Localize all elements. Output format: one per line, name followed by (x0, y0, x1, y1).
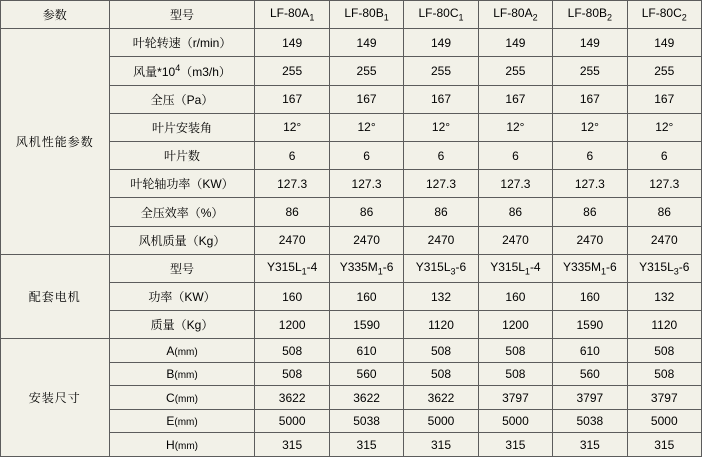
cell-value: 1590 (553, 311, 627, 339)
row-label: 型号 (109, 254, 255, 282)
cell-value: 560 (329, 362, 403, 386)
cell-value: 6 (553, 142, 627, 170)
value-subscript: 1 (601, 266, 607, 277)
cell-value: 255 (627, 57, 701, 85)
cell-value: 149 (404, 29, 478, 57)
cell-value: 132 (404, 283, 478, 311)
cell-value: 160 (329, 283, 403, 311)
cell-value: 1200 (478, 311, 552, 339)
cell-value: 255 (553, 57, 627, 85)
cell-value: 149 (627, 29, 701, 57)
cell-value: 167 (627, 85, 701, 113)
table-row (1, 29, 702, 57)
cell-value: 2470 (404, 226, 478, 254)
cell-value: 160 (553, 283, 627, 311)
row-label: 风量$*10^4(m3/h)$ (109, 57, 255, 85)
cell-value: 3622 (255, 386, 329, 410)
cell-value: 610 (553, 339, 627, 363)
cell-value: 12° (553, 113, 627, 141)
cell-value: 12° (478, 113, 552, 141)
cell-value: 1120 (627, 311, 701, 339)
cell-value: 6 (404, 142, 478, 170)
cell-value: $Y315L_3-6$ (627, 254, 701, 282)
model-subscript: 1 (458, 12, 464, 23)
cell-value: 86 (553, 198, 627, 226)
cell-value: 12° (255, 113, 329, 141)
cell-value: 315 (255, 433, 329, 457)
cell-value: 167 (255, 85, 329, 113)
cell-value: 1590 (329, 311, 403, 339)
model-subscript: 1 (309, 12, 315, 23)
row-label: A(mm) (109, 339, 255, 363)
row-label: 质量（Kg） (109, 311, 255, 339)
cell-value: 12° (627, 113, 701, 141)
row-label: H(mm) (109, 433, 255, 457)
cell-value: 167 (329, 85, 403, 113)
cell-value: 255 (255, 57, 329, 85)
cell-value: 127.3 (478, 170, 552, 198)
cell-value: 610 (329, 339, 403, 363)
cell-value: 12° (329, 113, 403, 141)
cell-value: 167 (553, 85, 627, 113)
cell-value: 5000 (627, 409, 701, 433)
group-label-3: 安装尺寸 (1, 339, 110, 457)
cell-value: 315 (404, 433, 478, 457)
cell-value: 2470 (627, 226, 701, 254)
cell-value: $Y315L_1-4$ (478, 254, 552, 282)
header-model-5: $LF-80B_2$ (553, 1, 627, 29)
cell-value: 5038 (553, 409, 627, 433)
header-model-3: $LF-80C_1$ (404, 1, 478, 29)
cell-value: 315 (553, 433, 627, 457)
cell-value: 167 (478, 85, 552, 113)
row-label: C(mm) (109, 386, 255, 410)
cell-value: 3622 (329, 386, 403, 410)
row-label: B(mm) (109, 362, 255, 386)
cell-value: 86 (329, 198, 403, 226)
row-label: 叶轮转速（r/min） (109, 29, 255, 57)
row-label: 功率（KW） (109, 283, 255, 311)
cell-value: $Y315L_1-4$ (255, 254, 329, 282)
model-subscript: 2 (607, 12, 613, 23)
cell-value: 127.3 (255, 170, 329, 198)
cell-value: 3797 (627, 386, 701, 410)
cell-value: 160 (478, 283, 552, 311)
value-subscript: 3 (450, 266, 456, 277)
cell-value: 508 (255, 362, 329, 386)
row-label: E(mm) (109, 409, 255, 433)
cell-value: 2470 (255, 226, 329, 254)
cell-value: 86 (255, 198, 329, 226)
cell-value: 5000 (478, 409, 552, 433)
header-model-2: $LF-80B_1$ (329, 1, 403, 29)
cell-value: 1200 (255, 311, 329, 339)
model-subscript: 2 (681, 12, 687, 23)
model-subscript: 2 (532, 12, 538, 23)
cell-value: 86 (404, 198, 478, 226)
value-subscript: 1 (524, 266, 530, 277)
table-row (1, 254, 702, 282)
cell-value: 149 (329, 29, 403, 57)
cell-value: 160 (255, 283, 329, 311)
cell-value: 508 (478, 339, 552, 363)
cell-value: 6 (255, 142, 329, 170)
cell-value: 2470 (329, 226, 403, 254)
cell-value: 149 (478, 29, 552, 57)
header-param-label: 参数 (1, 1, 110, 29)
label-unit: (mm) (174, 417, 198, 429)
cell-value: 149 (255, 29, 329, 57)
label-unit: (mm) (174, 346, 198, 358)
value-subscript: 1 (377, 266, 383, 277)
table-body (1, 1, 702, 457)
row-label: 叶轮轴功率（KW） (109, 170, 255, 198)
cell-value: 127.3 (553, 170, 627, 198)
cell-value: 508 (627, 339, 701, 363)
group-label-1: 风机性能参数 (1, 29, 110, 255)
cell-value: $Y335M_1-6$ (553, 254, 627, 282)
label-superscript: 4 (175, 62, 181, 73)
cell-value: 12° (404, 113, 478, 141)
row-label: 全压效率（%） (109, 198, 255, 226)
table-header-row (1, 1, 702, 29)
header-model-label: 型号 (109, 1, 255, 29)
cell-value: 5000 (404, 409, 478, 433)
cell-value: 315 (478, 433, 552, 457)
cell-value: 3797 (553, 386, 627, 410)
model-subscript: 1 (383, 12, 389, 23)
cell-value: 86 (627, 198, 701, 226)
value-subscript: 3 (673, 266, 679, 277)
cell-value: 6 (478, 142, 552, 170)
label-unit: (mm) (174, 370, 198, 382)
cell-value: 255 (478, 57, 552, 85)
cell-value: 127.3 (329, 170, 403, 198)
cell-value: 508 (627, 362, 701, 386)
cell-value: 2470 (478, 226, 552, 254)
cell-value: 127.3 (404, 170, 478, 198)
cell-value: 315 (627, 433, 701, 457)
row-label: 叶片数 (109, 142, 255, 170)
label-unit: (mm) (174, 440, 199, 452)
label-unit: (mm) (174, 393, 199, 405)
cell-value: 2470 (553, 226, 627, 254)
cell-value: 132 (627, 283, 701, 311)
cell-value: 3797 (478, 386, 552, 410)
cell-value: 508 (404, 339, 478, 363)
group-label-2: 配套电机 (1, 254, 110, 339)
cell-value: 86 (478, 198, 552, 226)
cell-value: 1120 (404, 311, 478, 339)
value-subscript: 1 (301, 266, 307, 277)
cell-value: 508 (255, 339, 329, 363)
header-model-1: $LF-80A_1$ (255, 1, 329, 29)
cell-value: 149 (553, 29, 627, 57)
row-label: 风机质量（Kg） (109, 226, 255, 254)
row-label: 叶片安装角 (109, 113, 255, 141)
cell-value: 6 (329, 142, 403, 170)
cell-value: 127.3 (627, 170, 701, 198)
header-model-4: $LF-80A_2$ (478, 1, 552, 29)
cell-value: 508 (404, 362, 478, 386)
cell-value: 5000 (255, 409, 329, 433)
cell-value: 255 (404, 57, 478, 85)
cell-value: $Y315L_3-6$ (404, 254, 478, 282)
cell-value: 5038 (329, 409, 403, 433)
cell-value: 6 (627, 142, 701, 170)
row-label: 全压（Pa） (109, 85, 255, 113)
cell-value: 255 (329, 57, 403, 85)
cell-value: 315 (329, 433, 403, 457)
cell-value: 508 (478, 362, 552, 386)
cell-value: 167 (404, 85, 478, 113)
cell-value: 560 (553, 362, 627, 386)
table-row (1, 339, 702, 363)
cell-value: 3622 (404, 386, 478, 410)
header-model-6: $LF-80C_2$ (627, 1, 701, 29)
cell-value: $Y335M_1-6$ (329, 254, 403, 282)
